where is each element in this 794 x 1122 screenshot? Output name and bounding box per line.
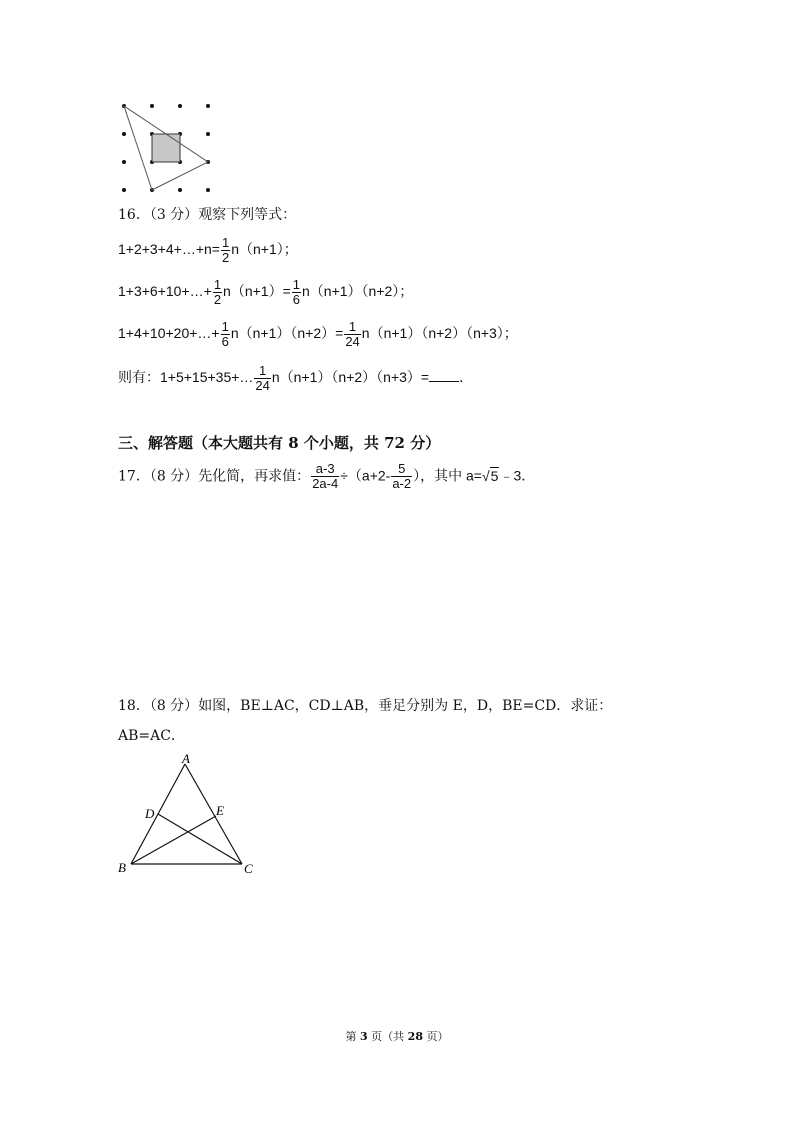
fraction: $\frac{1}{6}$ xyxy=(292,277,300,307)
segment-cd xyxy=(158,814,242,864)
q18-prompt: 如图，BE⊥AC，CD⊥AB，垂足分别为 E，D，BE=CD．求证： xyxy=(198,698,613,714)
q17-points: （8 分） xyxy=(149,468,199,485)
fraction: $\frac{5}{a-2}$ xyxy=(392,461,412,491)
label-e: E xyxy=(216,803,224,818)
triangle-figure xyxy=(112,750,262,880)
page-number: 3 xyxy=(360,1030,368,1043)
q17-number: 17． xyxy=(118,468,150,485)
q16-prompt: 观察下列等式： xyxy=(198,207,297,223)
fraction: $\frac{1}{6}$ xyxy=(221,319,229,349)
q18-points: （8 分） xyxy=(149,698,199,714)
q16-number: 16． xyxy=(118,207,150,223)
page-footer: 第 3 页（共 28 页） xyxy=(345,1030,449,1043)
fraction: $\frac{1}{2}$ xyxy=(213,277,222,307)
label-d: D xyxy=(145,806,155,821)
answer-blank xyxy=(429,367,459,382)
side-ac xyxy=(185,764,242,864)
dot-grid-figure xyxy=(112,98,222,198)
q18-number: 18． xyxy=(118,698,150,714)
sqrt-expression: √5 xyxy=(481,467,499,484)
q17: 17．（8 分）先化简，再求值： $\frac{a-3}{2a-4}$ ÷（a+2- $\frac{5}{a-2}$ ），其中 a=√5﹣3． xyxy=(118,461,536,491)
total-pages: 28 xyxy=(407,1030,423,1043)
q16-equation-1: 1+2+3+4+…+n= $\frac{1}{2}$ n（n+1）； xyxy=(118,235,298,265)
q16-equation-4: 则有：1+5+15+35+… $\frac{1}{24}$ n（n+1）（n+2）（n+3）= ． xyxy=(118,363,474,393)
fraction: $\frac{1}{2}$ xyxy=(222,235,230,265)
q18-prompt-2: AB=AC． xyxy=(118,728,185,744)
q18 xyxy=(118,697,612,715)
label-c: C xyxy=(244,861,253,876)
shaded-square xyxy=(152,134,180,162)
q16-points: （3 分） xyxy=(149,207,199,223)
q16-header xyxy=(118,206,296,224)
fraction: $\frac{1}{24}$ xyxy=(255,363,270,393)
section-heading: 三、解答题（本大题共有 8 个小题，共 72 分） xyxy=(118,434,441,452)
label-a: A xyxy=(182,751,190,766)
fraction: $\frac{a-3}{2a-4}$ xyxy=(312,461,339,491)
q17-prompt: 先化简，再求值： xyxy=(198,468,311,485)
fraction: $\frac{1}{24}$ xyxy=(345,319,360,349)
q16-equation-3: 1+4+10+20+…+ $\frac{1}{6}$ n（n+1）（n+2）= $\frac{1}{24}$ n（n+1）（n+2）（n+3）； xyxy=(118,319,518,349)
q16-equation-2: 1+3+6+10+…+ $\frac{1}{2}$ n（n+1）= $\frac{1}{6}$ n（n+1）（n+2）； xyxy=(118,277,414,307)
label-b: B xyxy=(118,860,126,875)
